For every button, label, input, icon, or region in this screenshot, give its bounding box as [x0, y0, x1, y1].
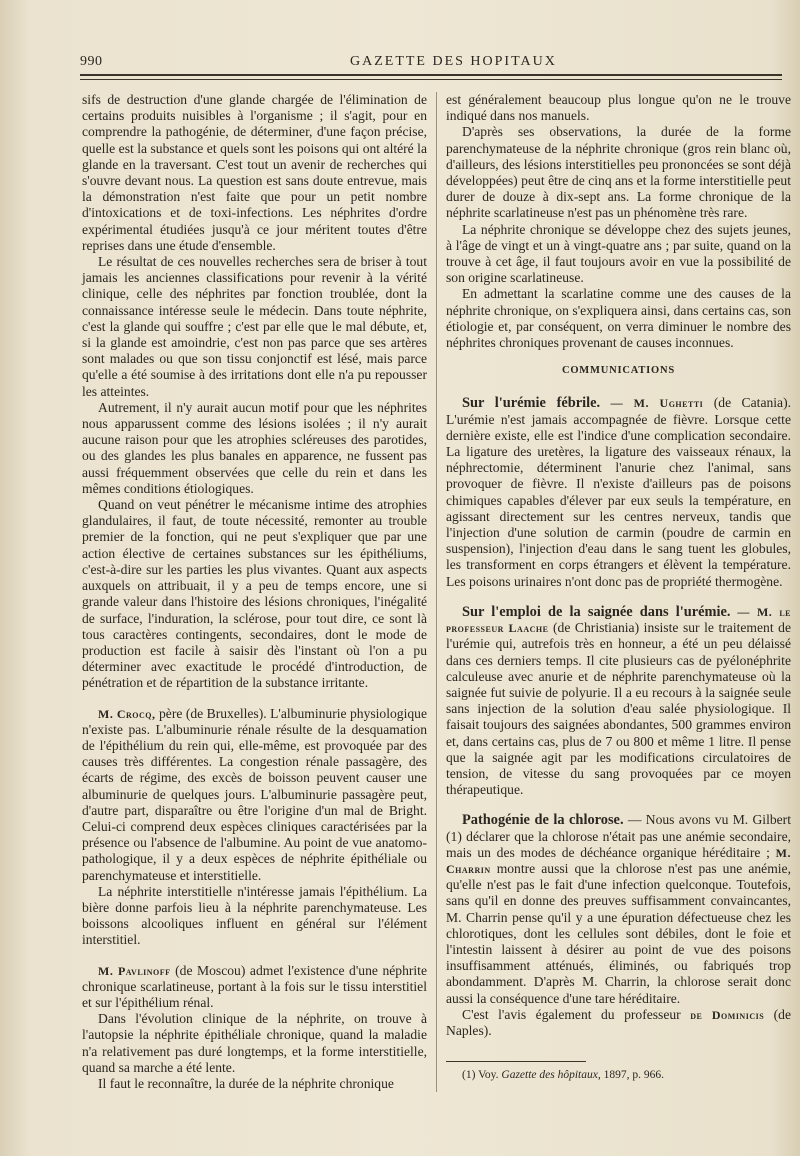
author-name: M. Crocq,: [98, 706, 156, 721]
paragraph-text: C'est l'avis également du professeur: [462, 1006, 681, 1022]
footnote-rule: [446, 1061, 586, 1062]
paragraph: Dans l'évolution clinique de la néphrite, on trouve à l'autopsie la néphrite épithéliale chronique, quand la maladie n'a relativement pas duré longtemps, et la forme interstitielle, quand sa marche a été lente.: [82, 1011, 427, 1075]
footnote: [446, 1068, 791, 1082]
author-name: de Dominicis: [690, 1007, 765, 1022]
paragraph-text: (de Naples).: [446, 1006, 792, 1038]
paragraph: est généralement beaucoup plus longue qu'on ne le trouve indiqué dans nos manuels.: [446, 92, 791, 124]
paragraph-text: (de Christiania) insiste sur le traitement de l'urémie qui, autrefois très en honneur, a été un peu délaissé dans ces derniers temps. Il cite plusieurs cas de pyélonéphrite calculeuse avec anurie et de néphrite parenchymateuse où la saignée fut suivie de polyurie. Il a eu recours à la saignée seule sans injection de la solution d'eau salée physiologique. Il faisait toujours des saignées abondantes, 500 grammes environ et, dans certains cas, plus de 7 ou 800 et même 1 litre. Il pense que la saignée agit par les modifications circulatoires de tension, de vitesse du sang provoquées par ce moyen thérapeutique.: [446, 620, 791, 798]
footnote-prefix: (1) Voy.: [462, 1069, 499, 1082]
footnote-journal: Gazette des hôpitaux,: [501, 1069, 601, 1082]
left-column: [82, 92, 427, 1092]
header-rule: [80, 74, 782, 76]
paragraph: En admettant la scarlatine comme une des causes de la néphrite chronique, on s'expliquera ainsi, dans certains cas, son étiologie et, par conséquent, on verra diminuer le nombre des néphrites chroniques provenant de causes inconnues.: [446, 286, 791, 351]
header-rule-thin: [80, 79, 782, 80]
footnote-ref: 1897, p. 966.: [603, 1069, 664, 1082]
page-header: [80, 52, 780, 74]
paragraph-text: (de Catania). L'urémie n'est jamais accompagnée de fièvre. Lorsque cette dernière existe, elle est l'indice d'une complication secondaire. La ligature des uretères, la ligature des vaisseaux rénaux, la néphrectomie, déterminent l'anurie chez l'animal, sans provoquer de fièvre. Il n'existe d'ailleurs pas de poisons chimiques capables d'élever par eux seuls la température, en agissant directement sur les centres nerveux, tandis que l'injection d'une solution de carmin (poudre de carmin en suspension), l'injection d'eau dans le sang tuent les globules, les transforment en corps étrangers et élèvent la température. Les poisons urinaires n'ont donc pas de propriété thermogène.: [446, 395, 792, 589]
paragraph: Quand on veut pénétrer le mécanisme intime des atrophies glandulaires, il faut, de toute nécessité, remonter au trouble premier de la fonction, qui ne peut s'expliquer que par une action élective de certaines substances sur les épithéliums, c'est-à-dire sur les parties les plus vivantes. Quant aux aspects auxquels on attribuait, il y a peu de temps encore, une si grande valeur dans l'histoire des lésions chroniques, l'inégalité de surface, l'induration, la sclérose, pour tout dire, ce sont là tous caractères contingents, secondaires, dont le mode de production est facile à saisir dès l'instant où l'on a pu déterminer avec exactitude le procédé d'introduction, de pénétration et de répartition de la substance irritante.: [82, 497, 427, 691]
article-title: Pathogénie de la chlorose.: [462, 812, 624, 829]
author-name: M. Pavlinoff: [98, 963, 171, 978]
paragraph-text: (de Moscou) admet l'existence d'une néphrite chronique scarlatineuse, portant à la fois sur le tissu interstitiel et sur l'épithélium rénal.: [82, 962, 427, 1010]
spacer: [82, 692, 427, 706]
section-heading: COMMUNICATIONS: [561, 365, 676, 377]
paragraph-pavlinoff: [82, 963, 427, 1012]
right-column: [446, 92, 791, 1082]
page-number: 990: [80, 54, 103, 69]
paragraph-text: montre aussi que la chlorose n'est pas une anémie, qu'elle n'est pas le fait d'une infection quelconque. Toutefois, sans qu'il en donne des preuves suffisamment convaincantes, M. Charrin pense qu'il y a une épuration défectueuse chez les chlorotiques, dont les cellules sont débiles, dont le foie et l'intestin laissent à désirer au point de vue des poisons insuffisamment atténués, éliminés, ou fabriqués trop abondamment. D'après M. Charrin, la chlorose serait donc aussi la conséquence d'une tare héréditaire.: [446, 860, 791, 1006]
article-uremie-febrile: [446, 395, 791, 589]
article-chlorose: [446, 812, 791, 1006]
column-divider: [436, 92, 437, 1092]
paragraph: Il faut le reconnaître, la durée de la néphrite chronique: [98, 1075, 394, 1091]
paragraph: La néphrite chronique se développe chez des sujets jeunes, à l'âge de vingt et un à vingt-quatre ans ; par suite, quand on la trouve à cet âge, il faut toujours avoir en vue la possibilité de son origine scarlatineuse.: [446, 221, 791, 286]
author-name: M. Charrin: [446, 845, 791, 876]
paragraph: sifs de destruction d'une glande chargée de l'élimination de certains produits nuisibles à l'organisme ; il s'agit, pour en comprendre la pathogénie, de déterminer, d'une façon précise, quelle est la substance et quels sont les poisons qui ont altéré la glande en la traversant. C'est tout un avenir de recherches qui s'ouvre devant nous. La question est sans doute entrevue, mais la démonstration n'est faite que pour un petit nombre d'intoxications et de toxi-infections. Les néphrites d'ordre expérimental étudiées jusqu'à ce jour méritent toutes d'être reprises dans une étude d'ensemble.: [82, 92, 427, 253]
paragraph: La néphrite interstitielle n'intéresse jamais l'épithélium. La bière donne parfois lieu à la néphrite parenchymateuse. Les boissons alcooliques influent en général sur l'élément interstitiel.: [82, 883, 427, 948]
author-name: — M. le professeur Laache: [446, 604, 792, 636]
paragraph-text: père (de Bruxelles). L'albuminurie physiologique n'existe pas. L'albuminurie rénale résulte de la desquamation de l'épithélium du rein qui, elle-même, est provoquée par des causes très différentes. La congestion rénale passagère, des écarts de régime, des excès de boisson peuvent causer une albuminurie de quelques jours. L'albuminurie passagère peut, d'autre part, disparaître ou être l'origine d'un mal de Bright. Celui-ci comprend deux espèces cliniques caractérisées par la présence ou l'absence de l'albumine. Au point de vue anatomo-pathologique, il y a deux espèces de néphrite épithéliale ou parenchymateuse et interstitielle.: [82, 705, 427, 883]
paragraph-text: — Nous avons vu M. Gilbert (1) déclarer que la chlorose n'était pas une anémie secondaire, mais un des modes de déchéance organique héréditaire ;: [446, 812, 791, 860]
article-title: Sur l'urémie fébrile.: [462, 395, 601, 412]
paragraph: Le résultat de ces nouvelles recherches sera de briser à tout jamais les anciennes classifications pour revenir à la vérité clinique, celle des néphrites par fonction troublée, dont la connaissance intéresse seule le médecin. Dans toute néphrite, c'est la glande qui souffre ; c'est par elle que le mal débute, et, si la glande est amoindrie, c'est non pas parce que ses artères sont malades ou que son tissu conjonctif est lésé, mais parce qu'elle a été soumise à des irritations dont elle n'a pu repousser les atteintes.: [82, 254, 427, 399]
paragraph-dominicis: [446, 1007, 791, 1039]
article-saignee: [446, 604, 791, 798]
spacer: [446, 798, 791, 812]
paragraph: Autrement, il n'y aurait aucun motif pour que les néphrites nous apparussent comme des lésions isolées ; il n'y aurait aucune raison pour que les atrophies scléreuses des parotides, ou des glandes les plus banales en apparence, ne fussent pas aussi fréquemment observées que celle du rein et dans les mêmes conditions étiologiques.: [82, 399, 427, 496]
author-name: — M. Ughetti: [610, 396, 704, 411]
paragraph-crocq: [82, 706, 427, 884]
spacer: [446, 590, 791, 604]
running-title: GAZETTE DES HOPITAUX: [350, 54, 557, 69]
article-title: Sur l'emploi de la saignée dans l'urémie.: [462, 603, 731, 620]
paragraph: D'après ses observations, la durée de la forme parenchymateuse de la néphrite chronique (gros rein blanc où, d'ailleurs, des lésions interstitielles peu prononcées se sont déjà développées) peut être de cinq ans et la forme interstitielle peut durer de douze à dix-sept ans. La forme chronique de la néphrite scarlatineuse n'est pas un phénomène très rare.: [446, 124, 791, 221]
spacer: [82, 949, 427, 963]
